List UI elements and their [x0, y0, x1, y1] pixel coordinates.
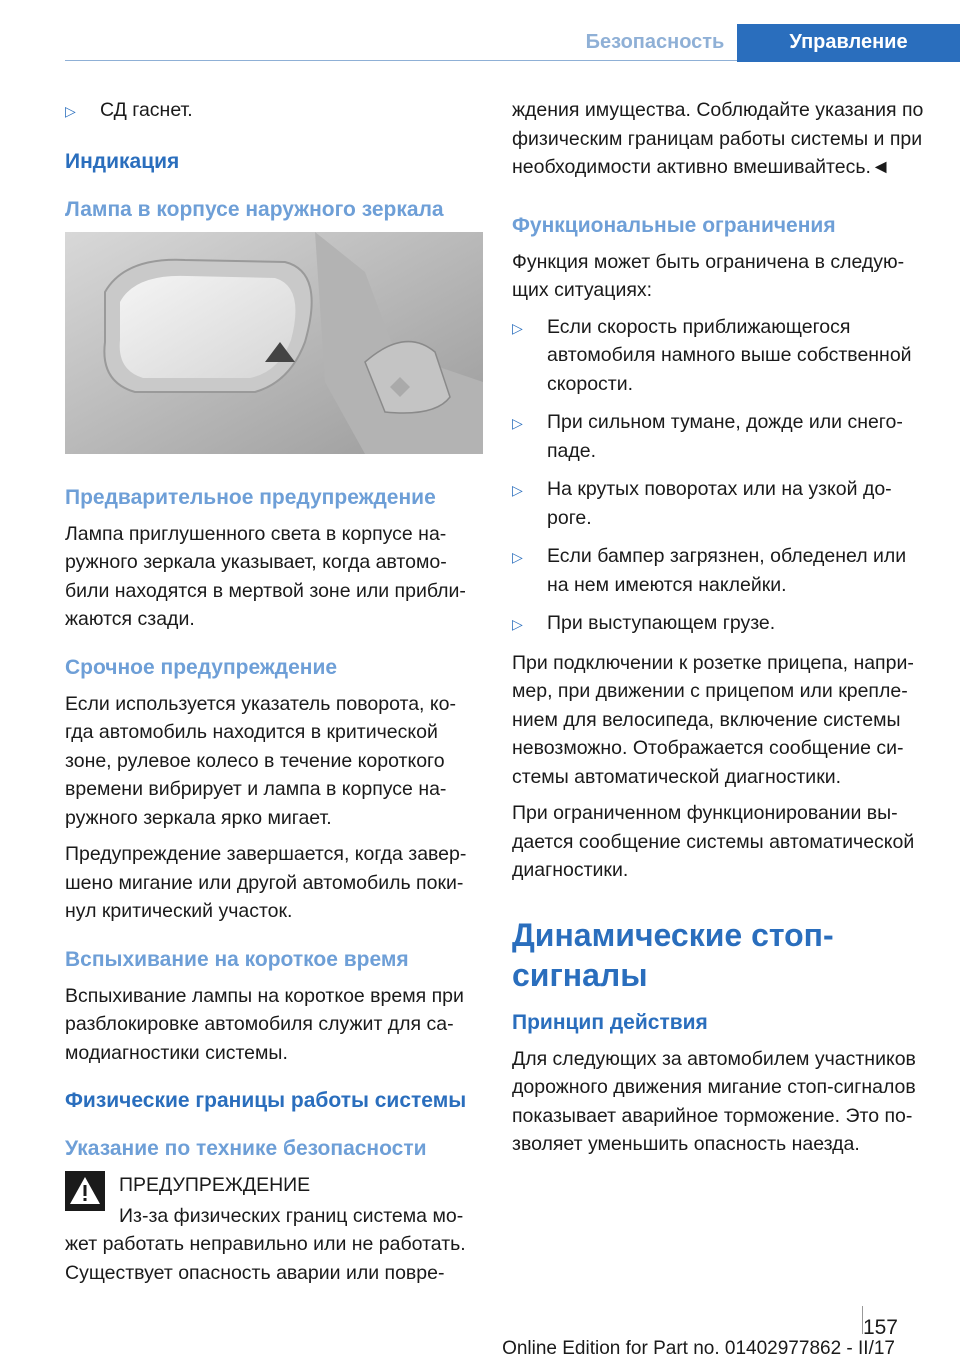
text-flash: Вспыхивание лампы на короткое время при разблокировке автомобиля служит для са-модиагностики системы.	[65, 984, 464, 1064]
heading-mirror-lamp: Лампа в корпусе наружного зеркала	[65, 197, 444, 221]
text-acute-1: Если используется указатель поворота, ко-гда автомобиль находится в критической зоне, рулевое колесо в течение короткого времени вибрирует и лампа в корпусе на-ружного зеркала ярко мигает.	[65, 692, 456, 829]
list-item	[512, 609, 930, 639]
warning-line-1: Из-за физических границ система мо-	[119, 1204, 464, 1227]
text-limited: При ограниченном функционировании вы-дается сообщение системы автоматической диагностики.	[512, 802, 915, 881]
bullet-text: Если бампер загрязнен, обледенел или на нем имеются наклейки.	[547, 545, 907, 596]
tab-control[interactable]: Управление	[737, 24, 960, 62]
text-principle: Для следующих за автомобилем участников дорожного движения мигание стоп-сигналов показывает аварийное торможение. Это по-зволяет уменьшить опасность наезда.	[512, 1047, 916, 1155]
right-column	[512, 96, 930, 1167]
text-prewarning: Лампа приглушенного света в корпусе на-ружного зеркала указывает, когда автомо-били находятся в мертвой зоне или прибли-жаются сзади.	[65, 522, 466, 630]
bullet-text: Если скорость приближающегося автомобиля намного выше собственной скорости.	[547, 315, 912, 395]
heading-safety-note: Указание по технике безопасности	[65, 1137, 427, 1160]
footer-edition: Online Edition for Part no. 01402977862 - II/17	[502, 1338, 895, 1359]
list-item	[512, 313, 930, 399]
list-item	[512, 475, 930, 532]
warning-title: ПРЕДУПРЕЖДЕНИЕ	[119, 1174, 311, 1196]
warning-text: жет работать неправильно или не работать. Существует опасность аварии или повре-	[65, 1233, 466, 1284]
heading-acute-warning: Срочное предупреждение	[65, 655, 338, 679]
heading-prewarning: Предварительное предупреждение	[65, 485, 436, 509]
bullet-text: При сильном тумане, дожде или снего-паде.	[547, 411, 903, 462]
heading-principle: Принцип действия	[512, 1010, 708, 1034]
text-acute-2: Предупреждение завершается, когда завер-шено мигание или другой автомобиль поки-нул критический участок.	[65, 843, 467, 922]
text-func-intro: Функция может быть ограничена в следую-щих ситуациях:	[512, 250, 905, 301]
heading-dynamic-brake-lights: Динамические стоп-сигналы	[512, 916, 834, 993]
triangle-bullet-icon: ▷	[512, 415, 523, 431]
bullet-text: На крутых поворотах или на узкой до-роге.	[547, 478, 892, 529]
triangle-bullet-icon: ▷	[512, 319, 523, 336]
list-item	[512, 542, 930, 599]
bullet-text: СД гаснет.	[100, 99, 193, 121]
triangle-bullet-icon: ▷	[512, 616, 523, 632]
mirror-photo	[65, 232, 483, 454]
warning-box	[65, 1171, 483, 1230]
heading-flash: Вспыхивание на короткое время	[65, 947, 409, 971]
list-item	[512, 408, 930, 465]
heading-indication: Индикация	[65, 149, 180, 173]
left-column	[65, 96, 483, 1295]
warning-triangle-icon	[65, 1171, 105, 1211]
heading-system-limits: Физические границы работы системы	[65, 1089, 467, 1112]
text-continue: ждения имущества. Соблюдайте указания по физическим границам работы системы и при необходимости активно вмешивайтесь.◄	[512, 99, 924, 178]
triangle-bullet-icon: ▷	[512, 482, 523, 498]
tab-safety[interactable]: Безопасность	[585, 31, 725, 53]
heading-func-limits: Функциональные ограничения	[512, 213, 836, 237]
bullet-text: При выступающем грузе.	[547, 612, 776, 634]
triangle-bullet-icon: ▷	[512, 549, 523, 565]
list-item	[65, 96, 483, 126]
page-number: 157	[862, 1316, 898, 1339]
text-trailer: При подключении к розетке прицепа, напри-мер, при движении с прицепом или крепле-нием для велосипеда, включение системы невозможно. Отображается сообщение си-стемы автоматической диагностики.	[512, 651, 914, 788]
triangle-bullet-icon: ▷	[65, 103, 76, 119]
